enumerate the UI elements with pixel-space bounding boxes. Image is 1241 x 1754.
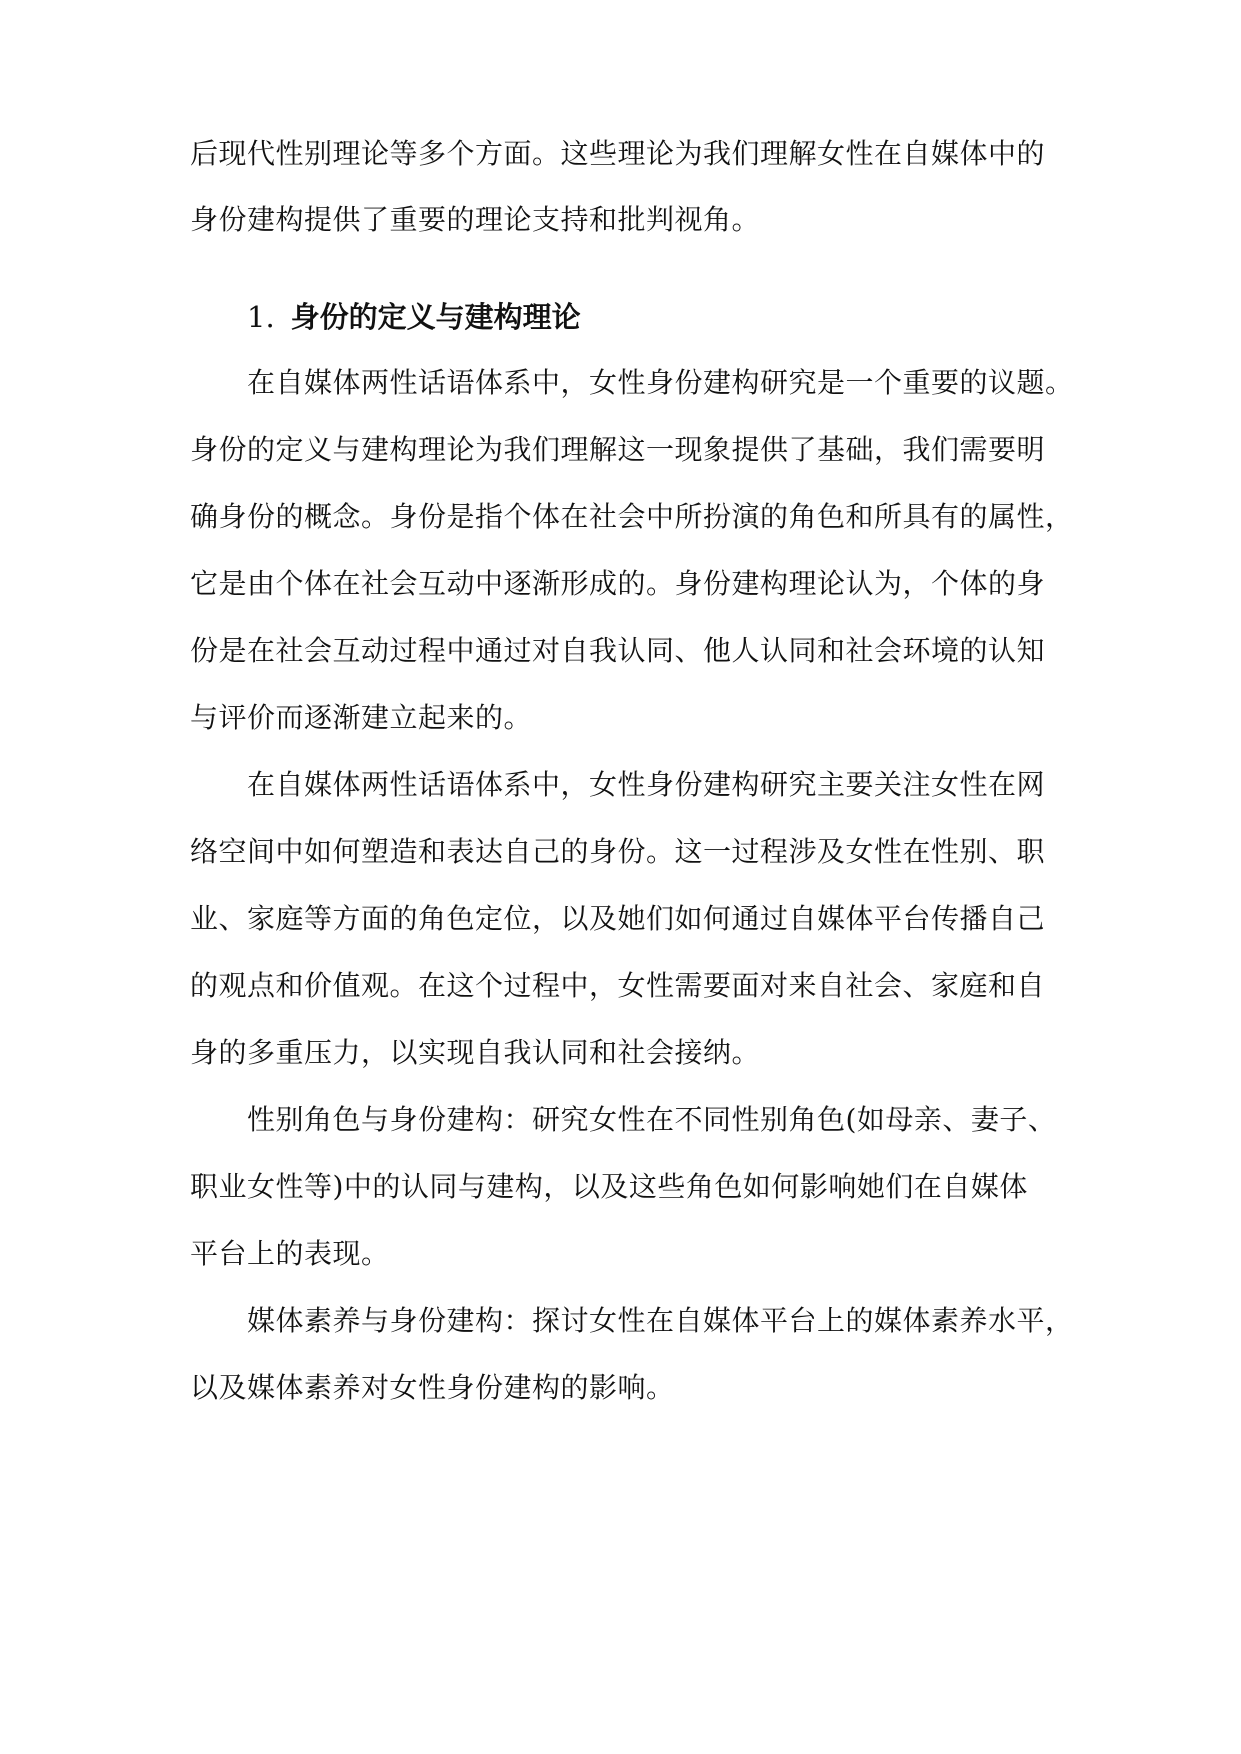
paragraph-4-line-1: 媒体素养与身份建构：探讨女性在自媒体平台上的媒体素养水平， [247,1304,1074,1337]
paragraph-3-line-1: 性别角色与身份建构：研究女性在不同性别角色(如母亲、妻子、 [247,1103,1057,1136]
intro-line-2: 身份建构提供了重要的理论支持和批判视角。 [190,203,761,236]
paragraph-2-line-2: 络空间中如何塑造和表达自己的身份。这一过程涉及女性在性别、职 [190,835,1046,868]
paragraph-4-line-2: 以及媒体素养对女性身份建构的影响。 [190,1371,675,1404]
intro-line-1: 后现代性别理论等多个方面。这些理论为我们理解女性在自媒体中的 [190,137,1046,170]
section-title: 身份的定义与建构理论 [290,300,581,334]
paragraph-3-line-2: 职业女性等)中的认同与建构，以及这些角色如何影响她们在自媒体 [190,1170,1028,1203]
paragraph-2-line-5: 身的多重压力，以实现自我认同和社会接纳。 [190,1036,761,1069]
paragraph-1-line-4: 它是由个体在社会互动中逐渐形成的。身份建构理论认为，个体的身 [190,567,1046,600]
paragraph-1-line-1: 在自媒体两性话语体系中，女性身份建构研究是一个重要的议题。 [247,366,1074,399]
paragraph-2-line-1: 在自媒体两性话语体系中，女性身份建构研究主要关注女性在网 [247,768,1046,801]
paragraph-1-line-3: 确身份的概念。身份是指个体在社会中所扮演的角色和所具有的属性， [190,500,1074,533]
paragraph-2-line-4: 的观点和价值观。在这个过程中，女性需要面对来自社会、家庭和自 [190,969,1046,1002]
paragraph-3-line-3: 平台上的表现。 [190,1237,390,1270]
section-number: 1. [247,300,275,334]
paragraph-1-line-2: 身份的定义与建构理论为我们理解这一现象提供了基础，我们需要明 [190,433,1046,466]
paragraph-2-line-3: 业、家庭等方面的角色定位，以及她们如何通过自媒体平台传播自己 [190,902,1046,935]
section-heading [247,297,581,337]
paragraph-1-line-5: 份是在社会互动过程中通过对自我认同、他人认同和社会环境的认知 [190,634,1046,667]
paragraph-1-line-6: 与评价而逐渐建立起来的。 [190,701,533,734]
